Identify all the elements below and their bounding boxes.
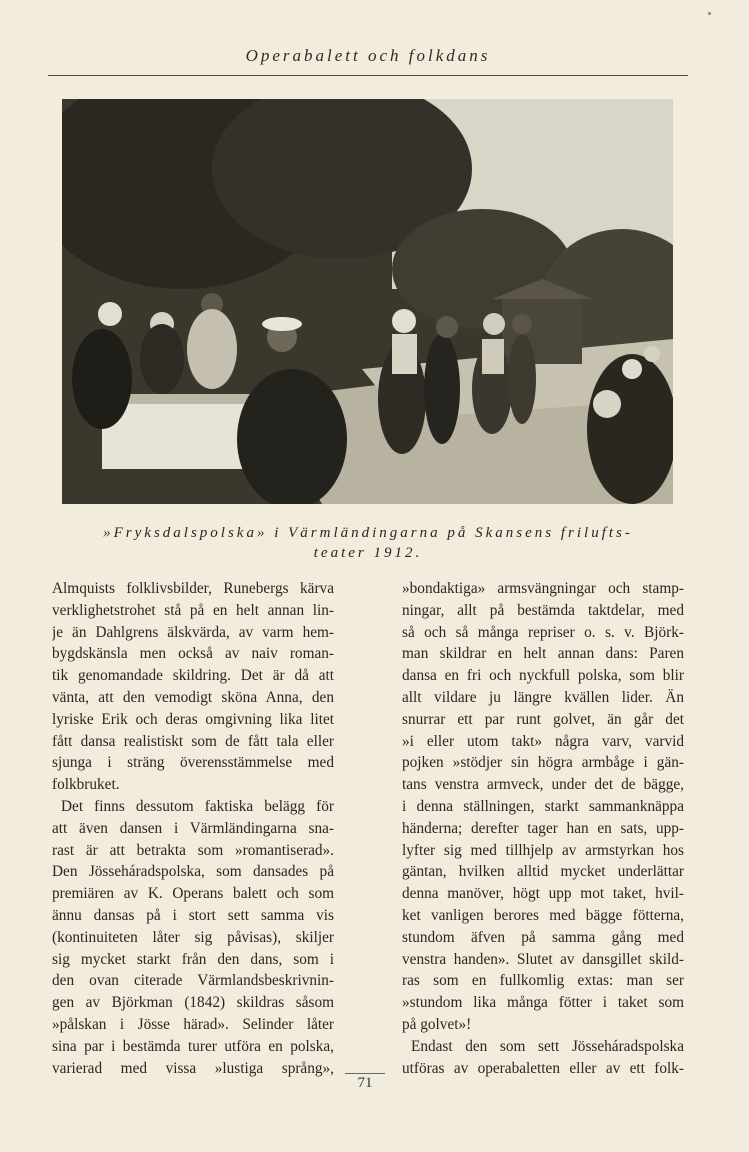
- text-line: rast är att betrakta som »romantiserad».: [52, 841, 334, 859]
- text-line: lyfter sig med tillhjelp av armstyrkan hos: [402, 841, 684, 859]
- text-line: att även dansen i Värmländingarna sna-: [52, 819, 334, 837]
- text-line: sjunga i sträng överensstämmelse med: [52, 754, 334, 772]
- text-line: »stundom lika många fötter i taket som: [402, 994, 684, 1012]
- running-header: Operabalett och folkdans: [245, 46, 491, 65]
- left-text-column: [52, 578, 334, 1079]
- text-line: gäntan, hvilken alltid mycket underlättar: [402, 863, 684, 881]
- text-line: den ovan citerade Värmlandsbeskrivnin-: [52, 972, 334, 990]
- text-line: stundom äfven på samma gång med: [402, 928, 684, 946]
- text-line: Den Jösseháradspolska, som dansades på: [52, 863, 334, 881]
- text-line: bygdskänsla men också av naiv roman-: [52, 645, 334, 663]
- caption-line: »Fryksdalspolska» i Värmländingarna på Skansens frilufts-: [103, 525, 633, 541]
- text-line: allt vildare ju längre kvällen lider. Än: [402, 688, 684, 706]
- right-text-column: [402, 578, 684, 1079]
- text-line: utföras av operabaletten eller av ett folk-: [402, 1059, 684, 1077]
- text-line: vänta, att den vemodigt sköna Anna, den: [52, 688, 334, 706]
- text-line: Almquists folklivsbilder, Runebergs kärva: [52, 580, 334, 597]
- text-line: sig mycket starkt från den dans, som i: [52, 950, 334, 968]
- caption-line: teater 1912.: [313, 545, 423, 561]
- page-number: 71: [357, 1075, 373, 1091]
- text-line: dansa en fri och nyckfull polska, som blir: [402, 667, 684, 685]
- text-line: ras som en fullkomlig extas: man ser: [402, 972, 684, 990]
- text-line: premiären av K. Operans balett och som: [52, 885, 334, 903]
- text-line: på golvet»!: [402, 1015, 472, 1033]
- paper-speck: [708, 12, 711, 15]
- text-line: varierad med vissa »lustiga språng»,: [52, 1059, 334, 1077]
- text-line: verklighetstrohet stå på en helt annan lin-: [52, 601, 334, 619]
- photo-caption: [48, 523, 688, 563]
- text-line: lyriske Erik och deras omgivning lika litet: [52, 710, 334, 728]
- text-line: pojken »stödjer sin högra armbåge i gän-: [402, 754, 684, 772]
- text-line: man skildrar en helt annan dans: Paren: [402, 645, 684, 663]
- text-line: ännu dansas på i stort sett samma vis: [52, 906, 334, 924]
- text-line: »bondaktiga» armsvängningar och stamp-: [402, 580, 684, 597]
- text-line: folkbruket.: [52, 776, 120, 794]
- photo-illustration: [62, 99, 673, 504]
- text-line: gen av Björkman (1842) skildras såsom: [52, 994, 334, 1012]
- text-line: sina par i bestämda turer utföra en polska,: [52, 1037, 334, 1055]
- text-line: så och så många repriser o. s. v. Björk-: [402, 623, 684, 641]
- text-line: (kontinuiteten låter sig påvisas), skiljer: [52, 928, 334, 946]
- text-line: ningar, allt på bestämda taktdelar, med: [402, 601, 684, 619]
- text-line: »i eller utom takt» några varv, varvid: [402, 732, 684, 750]
- text-line: denna manöver, högt upp mot taket, hvil-: [402, 885, 684, 903]
- text-line: Det finns dessutom faktiska belägg för: [61, 797, 334, 815]
- text-line: fått dansa realistiskt som de fått tala eller: [52, 732, 334, 750]
- page-number-rule: [345, 1073, 385, 1074]
- text-line: tans venstra armveck, under det de bägge,: [402, 776, 684, 794]
- text-line: i denna ställningen, starkt sammanknäppa: [402, 797, 684, 815]
- text-line: händerna; derefter tager han en sats, upp-: [402, 819, 684, 837]
- text-line: tik genomandade skildring. Det är då att: [52, 667, 334, 685]
- text-line: Endast den som sett Jösseháradspolska: [411, 1037, 684, 1055]
- header-rule: [48, 75, 688, 76]
- text-line: je än Dahlgrens älskvärda, av varm hem-: [52, 623, 334, 641]
- text-line: ket vanligen berores med bägge fötterna,: [402, 906, 684, 924]
- text-line: »pålskan i Jösse härad». Selinder låter: [52, 1015, 334, 1033]
- photograph: [62, 99, 673, 504]
- text-line: venstra handen». Slutet av dansgillet skild-: [402, 950, 684, 968]
- text-line: snurrar ett par runt golvet, än går det: [402, 710, 684, 728]
